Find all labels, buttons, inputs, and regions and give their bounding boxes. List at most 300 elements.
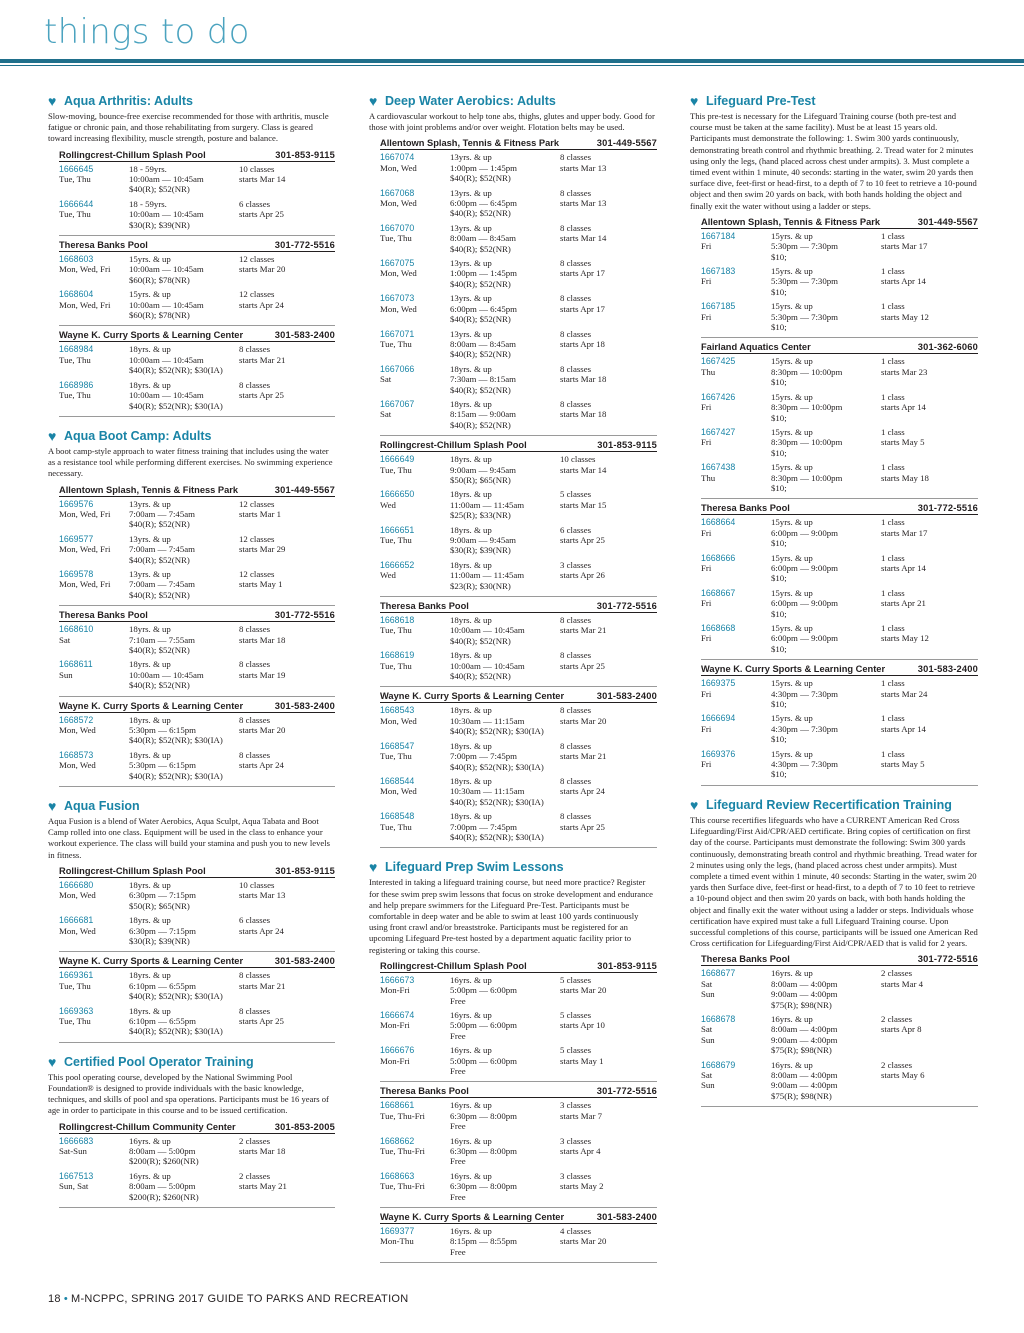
location-name: Rollingcrest-Chillum Splash Pool (380, 960, 527, 971)
activity-classes: 12 classes (239, 289, 275, 300)
row-col-details (450, 258, 560, 289)
activity-code[interactable]: 1668678 (701, 1013, 736, 1024)
heart-icon: ♥ (48, 93, 57, 109)
location-name: Allentown Splash, Tennis & Fitness Park (59, 484, 239, 495)
activity-days: Sat Sun (701, 1069, 715, 1091)
section-description: This pool operating course, developed by the National Swimming Pool Foundation® is designed to provide individuals with the basic knowledge, techniques, and skills of pool and spa operations. Participants must be 16 years of age in order to participate in this course and to be issued certification. (48, 1071, 329, 1116)
location-name: Allentown Splash, Tennis & Fitness Park (380, 138, 560, 149)
location-header (59, 148, 335, 161)
activity-fee: $40(R); $52(NR) (129, 184, 190, 195)
activity-code[interactable]: 1668679 (701, 1059, 736, 1070)
row-col-details (450, 811, 560, 842)
activity-code[interactable]: 1668604 (59, 289, 94, 300)
row-col-schedule (881, 427, 978, 458)
activity-days: Sat (380, 409, 392, 420)
location-phone: 301-362-6060 (917, 342, 978, 353)
activity-start: starts May 1 (239, 579, 283, 590)
row-col-code (59, 970, 129, 1001)
row-col-code (380, 329, 450, 360)
activity-time: 7:00pm — 7:45pm (450, 751, 517, 762)
activity-start: starts May 5 (881, 437, 925, 448)
activity-code[interactable]: 1669576 (59, 498, 94, 509)
activity-time: 6:30pm — 8:00pm (450, 1146, 517, 1157)
activity-code[interactable]: 1666650 (380, 489, 415, 500)
row-col-details (771, 749, 881, 780)
row-col-schedule (239, 1006, 335, 1037)
activity-classes: 1 class (881, 462, 905, 473)
row-col-schedule (560, 650, 657, 681)
activity-time: 5:30pm — 6:15pm (129, 725, 196, 736)
activity-fee: $10; (771, 538, 787, 549)
activity-code[interactable]: 1669377 (380, 1226, 415, 1237)
activity-code[interactable]: 1668611 (59, 659, 93, 670)
activity-code[interactable]: 1667066 (380, 363, 415, 374)
activity-row (380, 329, 657, 364)
activity-age: 15yrs. & up (771, 356, 813, 367)
activity-age: 15yrs. & up (771, 748, 813, 759)
location-phone: 301-853-9115 (275, 865, 335, 876)
location-end-rule (701, 498, 978, 499)
activity-fee: $40(R); $52(NR); $30(IA) (129, 400, 223, 411)
activity-start: starts Apr 24 (560, 786, 605, 797)
location-end-rule (380, 435, 657, 436)
row-col-schedule (560, 1010, 657, 1041)
activity-classes: 8 classes (560, 705, 592, 716)
activity-classes: 3 classes (560, 559, 592, 570)
activity-code[interactable]: 1666680 (59, 879, 94, 890)
location-name: Allentown Splash, Tennis & Fitness Park (701, 216, 881, 227)
activity-row (380, 364, 657, 399)
activity-age: 16yrs. & up (450, 1170, 492, 1181)
location-header (701, 340, 978, 353)
activity-start: starts Mar 21 (239, 980, 286, 991)
row-col-details (450, 364, 560, 395)
location-rule (380, 612, 657, 613)
activity-code[interactable]: 1666644 (59, 198, 94, 209)
row-col-code (380, 1100, 450, 1131)
activity-time: 11:00am — 11:45am (450, 499, 525, 510)
activity-days: Fri (701, 688, 712, 699)
activity-age: 18yrs. & up (450, 811, 492, 822)
activity-code[interactable]: 1669578 (59, 568, 94, 579)
location-header (380, 1210, 657, 1223)
activity-time: 5:30pm — 6:15pm (129, 760, 196, 771)
activity-code[interactable]: 1668610 (59, 624, 94, 635)
row-col-details (450, 1100, 560, 1131)
activity-row (59, 624, 335, 659)
activity-row (59, 164, 335, 199)
activity-time: 8:30pm — 10:00pm (771, 472, 843, 483)
activity-row (59, 1171, 335, 1206)
activity-days: Tue, Thu (59, 980, 91, 991)
activity-fee: $50(R); $65(NR) (450, 474, 511, 485)
activity-code[interactable]: 1668603 (59, 254, 94, 265)
activity-time: 10:00am — 10:45am (129, 669, 204, 680)
heart-icon: ♥ (48, 798, 57, 815)
activity-code[interactable]: 1666645 (59, 163, 94, 174)
activity-age: 15yrs. & up (771, 678, 813, 689)
location-header (59, 328, 335, 341)
row-col-details (450, 454, 560, 485)
activity-code[interactable]: 1667071 (380, 328, 415, 339)
location-rule (59, 712, 335, 713)
activity-classes: 6 classes (239, 198, 271, 209)
location-name: Fairland Aquatics Center (701, 342, 811, 353)
location-name: Theresa Banks Pool (701, 954, 790, 965)
activity-row (59, 715, 335, 750)
activity-days: Sat-Sun (59, 1145, 87, 1156)
heart-icon: ♥ (369, 93, 378, 109)
activity-classes: 8 classes (560, 222, 592, 233)
activity-row (59, 344, 335, 379)
activity-days: Mon, Wed (380, 786, 417, 797)
location-header (59, 608, 335, 621)
row-col-details (450, 188, 560, 219)
row-col-details (771, 553, 881, 584)
location-end-rule (59, 1207, 335, 1208)
activity-classes: 1 class (881, 678, 905, 689)
activity-age: 13yrs. & up (450, 258, 492, 269)
row-col-schedule (881, 356, 978, 387)
activity-age: 18yrs. & up (450, 489, 492, 500)
activity-code[interactable]: 1667184 (701, 230, 736, 241)
row-col-schedule (560, 525, 657, 556)
row-col-schedule (560, 705, 657, 736)
activity-code[interactable]: 1668661 (380, 1100, 415, 1111)
activity-code[interactable]: 1669363 (59, 1005, 94, 1016)
location-name: Wayne K. Curry Sports & Learning Center (59, 330, 244, 341)
location-phone: 301-583-2400 (274, 330, 335, 341)
activity-row (380, 741, 657, 776)
activity-code[interactable]: 1667067 (380, 398, 415, 409)
activity-classes: 3 classes (560, 1170, 592, 1181)
section-title (48, 94, 335, 108)
activity-fee: $40(R); $52(NR) (129, 554, 190, 565)
activity-start: starts Apr 24 (239, 299, 284, 310)
activity-classes: 10 classes (239, 879, 275, 890)
activity-code[interactable]: 1666652 (380, 559, 415, 570)
activity-fee: $10; (771, 643, 787, 654)
activity-days: Sat Sun (701, 1024, 715, 1045)
activity-row (59, 289, 335, 324)
activity-days: Tue, Thu (380, 338, 412, 349)
row-col-code (380, 1136, 450, 1167)
activity-row (59, 534, 335, 569)
activity-time: 6:30pm — 8:00pm (450, 1181, 517, 1192)
activity-row (380, 1136, 657, 1171)
activity-classes: 12 classes (239, 568, 275, 579)
row-col-code (59, 289, 129, 320)
activity-age: 18yrs. & up (450, 524, 492, 535)
location-rule (380, 972, 657, 973)
activity-row (380, 525, 657, 560)
activity-time: 1:00pm — 1:45pm (450, 162, 517, 173)
activity-code[interactable]: 1668547 (380, 740, 415, 751)
activity-code[interactable]: 1669375 (701, 678, 736, 689)
activity-age: 15yrs. & up (771, 552, 813, 563)
row-col-code (701, 553, 771, 584)
activity-age: 18yrs. & up (129, 749, 171, 760)
activity-code[interactable]: 1666676 (380, 1045, 415, 1056)
row-col-schedule (560, 399, 657, 430)
row-col-schedule (881, 678, 978, 709)
activity-code[interactable]: 1668663 (380, 1170, 415, 1181)
location-rule (59, 967, 335, 968)
activity-row (380, 489, 657, 524)
activity-code[interactable]: 1668668 (701, 623, 736, 634)
activity-code[interactable]: 1666694 (701, 713, 736, 724)
activity-start: starts Mar 13 (560, 162, 607, 173)
activity-start: starts May 1 (560, 1055, 604, 1066)
activity-code[interactable]: 1668548 (380, 811, 415, 822)
activity-start: starts Mar 7 (560, 1110, 603, 1121)
activity-age: 15yrs. & up (771, 266, 813, 277)
location-end-rule (59, 416, 335, 417)
activity-code[interactable]: 1668573 (59, 749, 94, 760)
activity-code[interactable]: 1668618 (380, 615, 415, 626)
section-title (690, 94, 978, 108)
row-col-schedule (881, 968, 978, 1010)
activity-age: 15yrs. & up (771, 301, 813, 312)
activity-row (380, 705, 657, 740)
activity-days: Fri (701, 598, 712, 609)
activity-fee: $10; (771, 734, 787, 745)
activity-start: starts Apr 21 (881, 598, 926, 609)
row-col-details (129, 624, 239, 655)
activity-code[interactable]: 1668544 (380, 775, 415, 786)
activity-fee: Free (450, 995, 466, 1006)
location-header (701, 952, 978, 965)
location-header (59, 954, 335, 967)
activity-age: 15yrs. & up (129, 289, 171, 300)
row-col-schedule (560, 811, 657, 842)
activity-fee: $10; (771, 377, 787, 388)
row-col-schedule (881, 266, 978, 297)
activity-code[interactable]: 1669376 (701, 748, 736, 759)
activity-code[interactable]: 1668543 (380, 705, 415, 716)
activity-code[interactable]: 1667438 (701, 462, 736, 473)
activity-time: 8:00am — 8:45am (450, 338, 516, 349)
activity-classes: 10 classes (239, 163, 275, 174)
location-phone: 301-772-5516 (596, 601, 657, 612)
activity-start: starts Apr 4 (560, 1146, 601, 1157)
activity-age: 18yrs. & up (129, 659, 171, 670)
location-end-rule (380, 1262, 657, 1263)
location-phone: 301-853-9115 (275, 149, 335, 160)
activity-code[interactable]: 1667070 (380, 222, 415, 233)
activity-code[interactable]: 1667185 (701, 301, 736, 312)
activity-start: starts Apr 25 (560, 660, 605, 671)
activity-age: 18 - 59yrs. (129, 163, 167, 174)
section-title-text: Aqua Fusion (64, 799, 140, 814)
row-col-schedule (881, 623, 978, 654)
activity-code[interactable]: 1668986 (59, 379, 94, 390)
activity-row (380, 1045, 657, 1080)
section-title-text: Aqua Boot Camp: Adults (64, 428, 212, 443)
activity-days: Tue, Thu (380, 464, 412, 475)
row-col-code (380, 223, 450, 254)
activity-days: Fri (701, 241, 712, 252)
activity-code[interactable]: 1666673 (380, 974, 415, 985)
activity-code[interactable]: 1668984 (59, 344, 94, 355)
row-col-schedule (239, 1136, 335, 1167)
activity-age: 13yrs. & up (450, 222, 492, 233)
row-col-schedule (560, 1100, 657, 1131)
activity-code[interactable]: 1666651 (380, 524, 415, 535)
activity-start: starts Apr 25 (560, 821, 605, 832)
activity-row (380, 399, 657, 434)
activity-classes: 1 class (881, 391, 905, 402)
activity-fee: $10; (771, 482, 787, 493)
activity-time: 6:30pm — 7:15pm (129, 890, 196, 901)
row-col-schedule (239, 534, 335, 565)
activity-age: 13yrs. & up (450, 152, 492, 163)
activity-time: 1:00pm — 1:45pm (450, 268, 517, 279)
activity-age: 16yrs. & up (771, 968, 813, 979)
activity-classes: 1 class (881, 301, 905, 312)
activity-code[interactable]: 1666683 (59, 1135, 94, 1146)
activity-code[interactable]: 1668572 (59, 714, 94, 725)
row-col-details (450, 615, 560, 646)
row-col-details (771, 427, 881, 458)
activity-row (701, 553, 978, 588)
activity-time: 7:00pm — 7:45pm (450, 821, 517, 832)
row-col-details (129, 1171, 239, 1202)
row-col-schedule (560, 258, 657, 289)
activity-code[interactable]: 1666681 (59, 915, 94, 926)
activity-days: Sat (380, 374, 392, 385)
activity-row (701, 678, 978, 713)
row-col-code (380, 615, 450, 646)
activity-fee: Free (450, 1121, 466, 1132)
activity-code[interactable]: 1669577 (59, 533, 94, 544)
activity-code[interactable]: 1669361 (59, 970, 94, 981)
page-number: 18 (48, 1293, 61, 1305)
activity-row (380, 560, 657, 595)
activity-classes: 12 classes (239, 498, 275, 509)
row-col-schedule (560, 188, 657, 219)
row-col-code (59, 1171, 129, 1202)
activity-classes: 6 classes (560, 524, 592, 535)
row-col-schedule (239, 254, 335, 285)
row-col-details (771, 392, 881, 423)
section-title-text: Aqua Arthritis: Adults (64, 94, 193, 108)
location-name: Theresa Banks Pool (701, 503, 790, 514)
activity-code[interactable]: 1668619 (380, 650, 415, 661)
row-col-schedule (560, 489, 657, 520)
row-col-code (380, 364, 450, 395)
activity-classes: 1 class (881, 552, 905, 563)
location-rule (380, 702, 657, 703)
activity-fee: $30(R); $39(NR) (450, 545, 511, 556)
activity-fee: Free (450, 1191, 466, 1202)
activity-code[interactable]: 1666649 (380, 454, 415, 465)
activity-code[interactable]: 1667427 (701, 426, 736, 437)
activity-time: 10:00am — 10:45am (129, 390, 204, 401)
location-rule (380, 149, 657, 150)
activity-classes: 12 classes (239, 254, 275, 265)
activity-time: 8:00am — 4:00pm 9:00am — 4:00pm (771, 1024, 838, 1045)
section-title-text: Certified Pool Operator Training (64, 1054, 254, 1069)
row-col-code (701, 356, 771, 387)
activity-days: Fri (701, 723, 712, 734)
activity-classes: 1 class (881, 426, 905, 437)
activity-classes: 1 class (881, 356, 905, 367)
heart-icon: ♥ (48, 427, 57, 444)
row-col-code (701, 517, 771, 548)
activity-code[interactable]: 1668662 (380, 1135, 415, 1146)
section-title-text: Lifeguard Pre-Test (706, 94, 816, 108)
activity-row (59, 659, 335, 694)
activity-fee: $10; (771, 412, 787, 423)
activity-start: starts Mar 20 (560, 1236, 607, 1247)
activity-code[interactable]: 1666674 (380, 1009, 415, 1020)
activity-days: Fri (701, 527, 712, 538)
activity-code[interactable]: 1668677 (701, 968, 736, 979)
activity-fee: $10; (771, 699, 787, 710)
activity-code[interactable]: 1667068 (380, 187, 415, 198)
activity-code[interactable]: 1667183 (701, 266, 736, 277)
activity-start: starts Apr 17 (560, 303, 605, 314)
row-col-schedule (560, 741, 657, 772)
activity-start: starts Mar 20 (560, 715, 607, 726)
row-col-schedule (239, 344, 335, 375)
row-col-code (380, 650, 450, 681)
row-col-details (129, 880, 239, 911)
heart-icon: ♥ (690, 796, 699, 813)
location-end-rule (59, 325, 335, 326)
activity-row (59, 499, 335, 534)
activity-time: 4:30pm — 7:30pm (771, 759, 838, 770)
section-description: Aqua Fusion is a blend of Water Aerobics, Aqua Sculpt, Aqua Tabata and Boot Camp rolled into one class. Equipment will be used in the class to enhance your workout experience. The class will build your stamina and push you to new levels in fitness. (48, 816, 330, 860)
activity-row (701, 623, 978, 658)
activity-days: Sun, Sat (59, 1181, 89, 1192)
activity-row (701, 301, 978, 336)
heart-icon: ♥ (369, 859, 378, 876)
activity-code[interactable]: 1668666 (701, 552, 736, 563)
activity-days: Mon-Thu (380, 1236, 414, 1247)
activity-code[interactable]: 1667426 (701, 391, 736, 402)
location-phone: 301-449-5567 (274, 484, 335, 495)
activity-code[interactable]: 1668667 (701, 587, 736, 598)
activity-row (380, 1010, 657, 1045)
activity-fee: $40(R); $52(NR); $30(IA) (450, 761, 544, 772)
activity-code[interactable]: 1667073 (380, 293, 415, 304)
activity-age: 18yrs. & up (129, 624, 171, 635)
activity-age: 18yrs. & up (450, 454, 492, 465)
activity-start: starts Mar 18 (239, 634, 286, 645)
location-header (380, 1084, 657, 1097)
activity-time: 6:00pm — 9:00pm (771, 633, 838, 644)
activity-code[interactable]: 1667513 (59, 1170, 94, 1181)
location-name: Theresa Banks Pool (59, 610, 148, 621)
activity-code[interactable]: 1667075 (380, 258, 415, 269)
activity-days: Fri (701, 276, 712, 287)
activity-classes: 1 class (881, 230, 905, 241)
activity-code[interactable]: 1667074 (380, 152, 415, 163)
activity-days: Thu (701, 366, 716, 377)
activity-days: Mon-Fri (380, 985, 410, 996)
location-header (380, 689, 657, 702)
row-col-code (59, 380, 129, 411)
activity-code[interactable]: 1667425 (701, 356, 736, 367)
activity-time: 6:10pm — 6:55pm (129, 980, 196, 991)
activity-code[interactable]: 1668664 (701, 517, 736, 528)
activity-time: 10:30am — 11:15am (450, 786, 525, 797)
activity-classes: 8 classes (560, 258, 592, 269)
row-col-details (129, 659, 239, 690)
row-col-code (59, 569, 129, 600)
